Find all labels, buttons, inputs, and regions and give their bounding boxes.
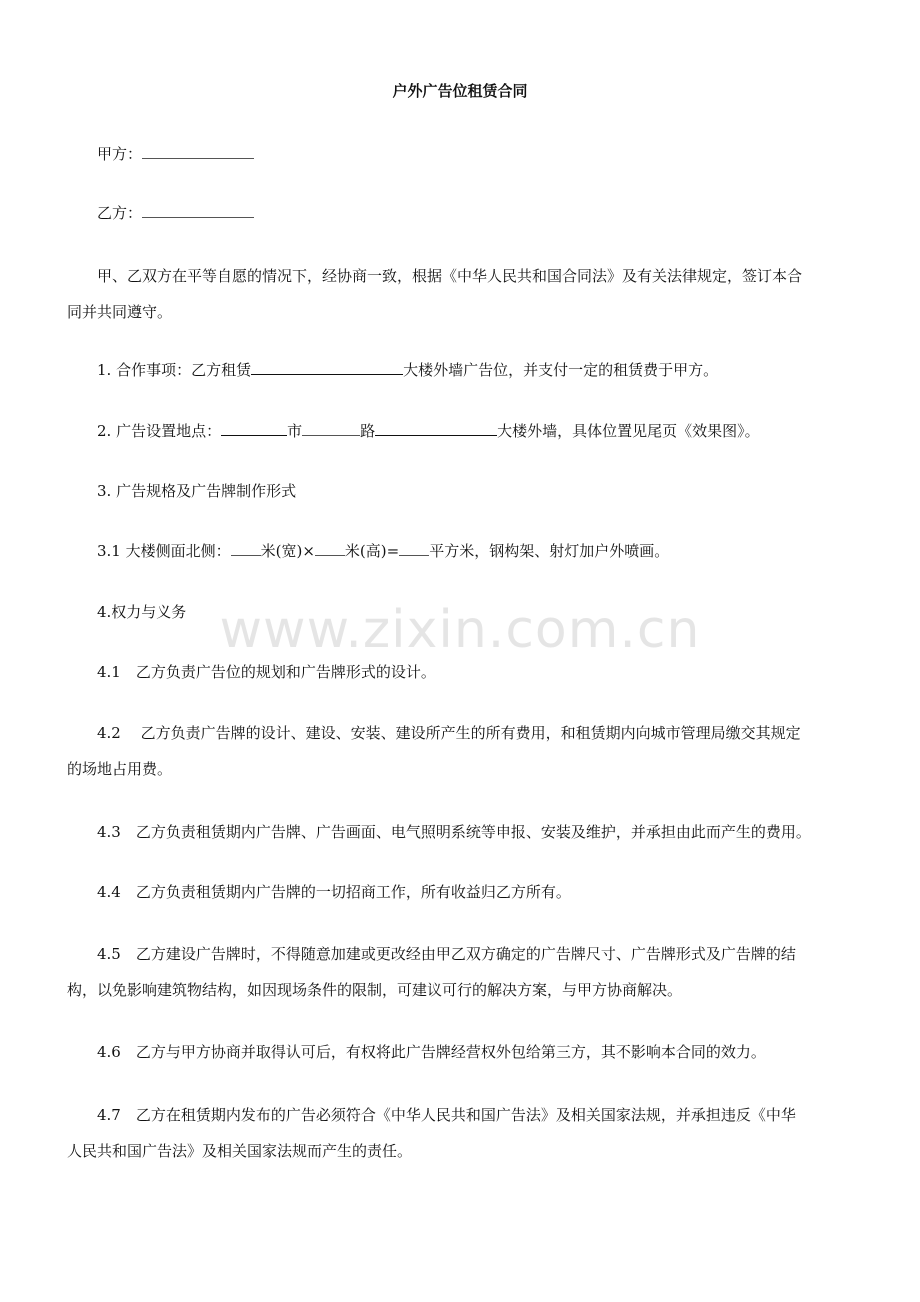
item-2-blank-3 xyxy=(375,421,497,436)
party-a-label: 甲方： xyxy=(97,145,143,163)
intro-paragraph xyxy=(67,258,862,330)
item-2-blank-2 xyxy=(302,421,360,436)
item-4-5-line-2: 构，以免影响建筑物结构，如因现场条件的限制，可建议可行的解决方案，与甲方协商解决。 xyxy=(67,981,683,999)
intro-line-1: 甲、乙双方在平等自愿的情况下，经协商一致，根据《中华人民共和国合同法》及有关法律规定，签订本合 xyxy=(97,267,803,285)
item-2-suffix: 大楼外墙，具体位置见尾页《效果图》。 xyxy=(497,422,760,440)
item-4: 4.权力与义务 xyxy=(97,603,187,621)
item-3-1-prefix: 3.1 大楼侧面北侧： xyxy=(97,542,231,560)
party-b-label: 乙方： xyxy=(97,204,143,222)
item-4-4: 4.4 乙方负责租赁期内广告牌的一切招商工作，所有收益归乙方所有。 xyxy=(97,883,571,901)
item-2-prefix: 2. 广告设置地点： xyxy=(97,422,222,440)
item-4-7 xyxy=(67,1097,862,1169)
party-a-line xyxy=(97,136,254,172)
item-3-1-blank-height xyxy=(315,541,345,556)
item-4-7-line-2: 人民共和国广告法》及相关国家法规而产生的责任。 xyxy=(67,1142,413,1160)
party-b-blank xyxy=(142,203,254,218)
item-4-2 xyxy=(67,715,862,787)
item-3: 3. 广告规格及广告牌制作形式 xyxy=(97,482,297,500)
item-4-7-line-1: 4.7 乙方在租赁期内发布的广告必须符合《中华人民共和国广告法》及相关国家法规，并承担违反《中华 xyxy=(97,1106,796,1124)
item-4-3: 4.3 乙方负责租赁期内广告牌、广告画面、电气照明系统等申报、安装及维护，并承担由此而产生的费用。 xyxy=(97,823,811,841)
party-b-line xyxy=(97,195,254,231)
item-4-6: 4.6 乙方与甲方协商并取得认可后，有权将此广告牌经营权外包给第三方，其不影响本合同的效力。 xyxy=(97,1043,766,1061)
intro-line-2: 同并共同遵守。 xyxy=(67,303,173,321)
item-2-blank-1 xyxy=(221,421,287,436)
item-1 xyxy=(97,352,718,388)
item-2-city: 市 xyxy=(287,422,303,440)
item-3-1-blank-area xyxy=(399,541,429,556)
item-3-1-height: 米(高)= xyxy=(344,542,400,560)
item-3-1 xyxy=(97,533,669,569)
item-4-2-line-2: 的场地占用费。 xyxy=(67,760,173,778)
item-2 xyxy=(97,413,760,449)
item-2-road: 路 xyxy=(360,422,376,440)
item-1-suffix: 大楼外墙广告位，并支付一定的租赁费于甲方。 xyxy=(403,361,719,379)
document-title: 户外广告位租赁合同 xyxy=(392,82,528,100)
item-4-2-line-1: 4.2 乙方负责广告牌的设计、建设、安装、建设所产生的所有费用，和租赁期内向城市管理局缴交其规定 xyxy=(97,724,801,742)
item-3-1-width: 米(宽)× xyxy=(260,542,315,560)
watermark: www.zixin.com.cn xyxy=(219,600,701,660)
item-3-1-suffix: 平方米，钢构架、射灯加户外喷画。 xyxy=(429,542,670,560)
item-4-5 xyxy=(67,936,862,1008)
item-3-1-blank-width xyxy=(231,541,261,556)
item-4-5-line-1: 4.5 乙方建设广告牌时，不得随意加建或更改经由甲乙双方确定的广告牌尺寸、广告牌形式及广告牌的结 xyxy=(97,945,796,963)
item-1-blank xyxy=(251,360,403,375)
item-1-prefix: 1. 合作事项：乙方租赁 xyxy=(97,361,252,379)
party-a-blank xyxy=(142,144,254,159)
item-4-1: 4.1 乙方负责广告位的规划和广告牌形式的设计。 xyxy=(97,663,436,681)
